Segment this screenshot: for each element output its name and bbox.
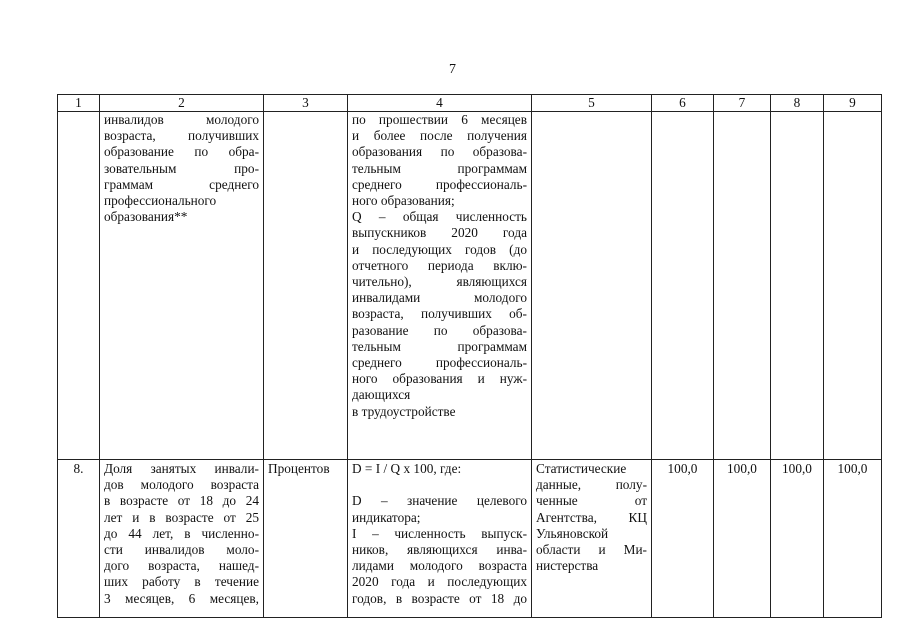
- indicator-line: в возрасте от 18 до 24: [104, 493, 259, 509]
- cont-formula-line: тельным программам: [352, 338, 527, 354]
- cont-formula-line: выпускников 2020 года: [352, 225, 527, 241]
- cont-formula-line: отчетного периода вклю-: [352, 257, 527, 273]
- cont-col-8: [771, 112, 824, 460]
- indicator-line: лет и в возрасте от 25: [104, 509, 259, 525]
- formula-text: [348, 460, 532, 618]
- source-line: данные, полу-: [536, 477, 647, 493]
- cont-formula-line: образования по образова-: [352, 144, 527, 160]
- source-line: Агентства, КЦ: [536, 509, 647, 525]
- formula-line: индикатора;: [352, 509, 421, 525]
- header-col-9: 9: [824, 95, 882, 112]
- formula-spacer: [352, 477, 527, 493]
- indicator-line: 3 месяцев, 6 месяцев,: [104, 590, 259, 606]
- cont-col-5: [532, 112, 652, 460]
- header-col-6: 6: [652, 95, 714, 112]
- cont-indicator-line: образование по обра-: [104, 144, 259, 160]
- cont-formula-line: чительно), являющихся: [352, 274, 527, 290]
- formula-line: лидами молодого возраста: [352, 558, 527, 574]
- cont-formula-line: ного образования и нуж-: [352, 371, 527, 387]
- cont-formula-line: тельным программам: [352, 160, 527, 176]
- cont-indicator-line: образования**: [104, 209, 188, 225]
- cont-indicator-line: возраста, получивших: [104, 128, 259, 144]
- cont-formula-text: [348, 112, 532, 460]
- formula-line: 2020 года и последующих: [352, 574, 527, 590]
- indicator-line: до 44 лет, в численно-: [104, 525, 259, 541]
- header-col-3: 3: [264, 95, 348, 112]
- source-line: Ульяновской: [536, 525, 609, 541]
- formula-line: годов, в возрасте от 18 до: [352, 590, 527, 606]
- row-8: [58, 460, 882, 618]
- indicator-name: [100, 460, 264, 618]
- value-col-7: 100,0: [714, 460, 771, 618]
- cont-formula-line: в трудоустройстве: [352, 403, 456, 419]
- cont-formula-line: Q – общая численность: [352, 209, 527, 225]
- cont-formula-line: и последующих годов (до: [352, 241, 527, 257]
- source-line: области и Ми-: [536, 542, 647, 558]
- source-line: нистерства: [536, 558, 599, 574]
- cont-formula-line: по прошествии 6 месяцев: [352, 112, 527, 127]
- header-row: [58, 95, 882, 112]
- cont-formula-line: среднего профессиональ-: [352, 355, 527, 371]
- header-col-7: 7: [714, 95, 771, 112]
- indicator-line: ших работу в течение: [104, 574, 259, 590]
- cont-formula-line: среднего профессиональ-: [352, 176, 527, 192]
- header-col-1: 1: [58, 95, 100, 112]
- source-line: Статистические: [536, 461, 627, 476]
- formula-line: D = I / Q x 100, где:: [352, 461, 462, 476]
- cont-col-6: [652, 112, 714, 460]
- cont-indicator-line: профессионального: [104, 193, 217, 209]
- cont-formula-line: инвалидами молодого: [352, 290, 527, 306]
- indicator-table: [57, 94, 882, 618]
- value-col-6: 100,0: [652, 460, 714, 618]
- cont-col-1: [58, 112, 100, 460]
- formula-line: ников, являющихся инва-: [352, 542, 527, 558]
- indicator-line: сти инвалидов моло-: [104, 542, 259, 558]
- source-line: ченные от: [536, 493, 647, 509]
- cont-formula-line: и более после получения: [352, 128, 527, 144]
- cont-indicator-line: граммам среднего: [104, 176, 259, 192]
- header-col-8: 8: [771, 95, 824, 112]
- cont-col-3: [264, 112, 348, 460]
- header-col-5: 5: [532, 95, 652, 112]
- indicator-line: Доля занятых инвали-: [104, 461, 259, 476]
- cont-formula-line: ного образования;: [352, 193, 455, 209]
- cont-indicator-line: инвалидов молодого: [104, 112, 259, 127]
- cont-indicator-line: зовательным про-: [104, 160, 259, 176]
- data-source: [532, 460, 652, 618]
- indicator-line: дого возраста, нашед-: [104, 558, 259, 574]
- header-col-2: 2: [100, 95, 264, 112]
- unit: Процентов: [264, 460, 348, 618]
- formula-line: I – численность выпуск-: [352, 525, 527, 541]
- cont-col-7: [714, 112, 771, 460]
- value-col-9: 100,0: [824, 460, 882, 618]
- cont-formula-line: разование по образова-: [352, 322, 527, 338]
- cont-formula-line: возраста, получивших об-: [352, 306, 527, 322]
- cont-indicator-name: [100, 112, 264, 460]
- formula-line: D – значение целевого: [352, 493, 527, 509]
- indicator-line: дов молодого возраста: [104, 477, 259, 493]
- continuation-row: [58, 112, 882, 460]
- value-col-8: 100,0: [771, 460, 824, 618]
- cont-col-9: [824, 112, 882, 460]
- page-number: 7: [449, 62, 456, 77]
- header-col-4: 4: [348, 95, 532, 112]
- cont-formula-line: дающихся: [352, 387, 411, 403]
- row-number: 8.: [58, 460, 100, 618]
